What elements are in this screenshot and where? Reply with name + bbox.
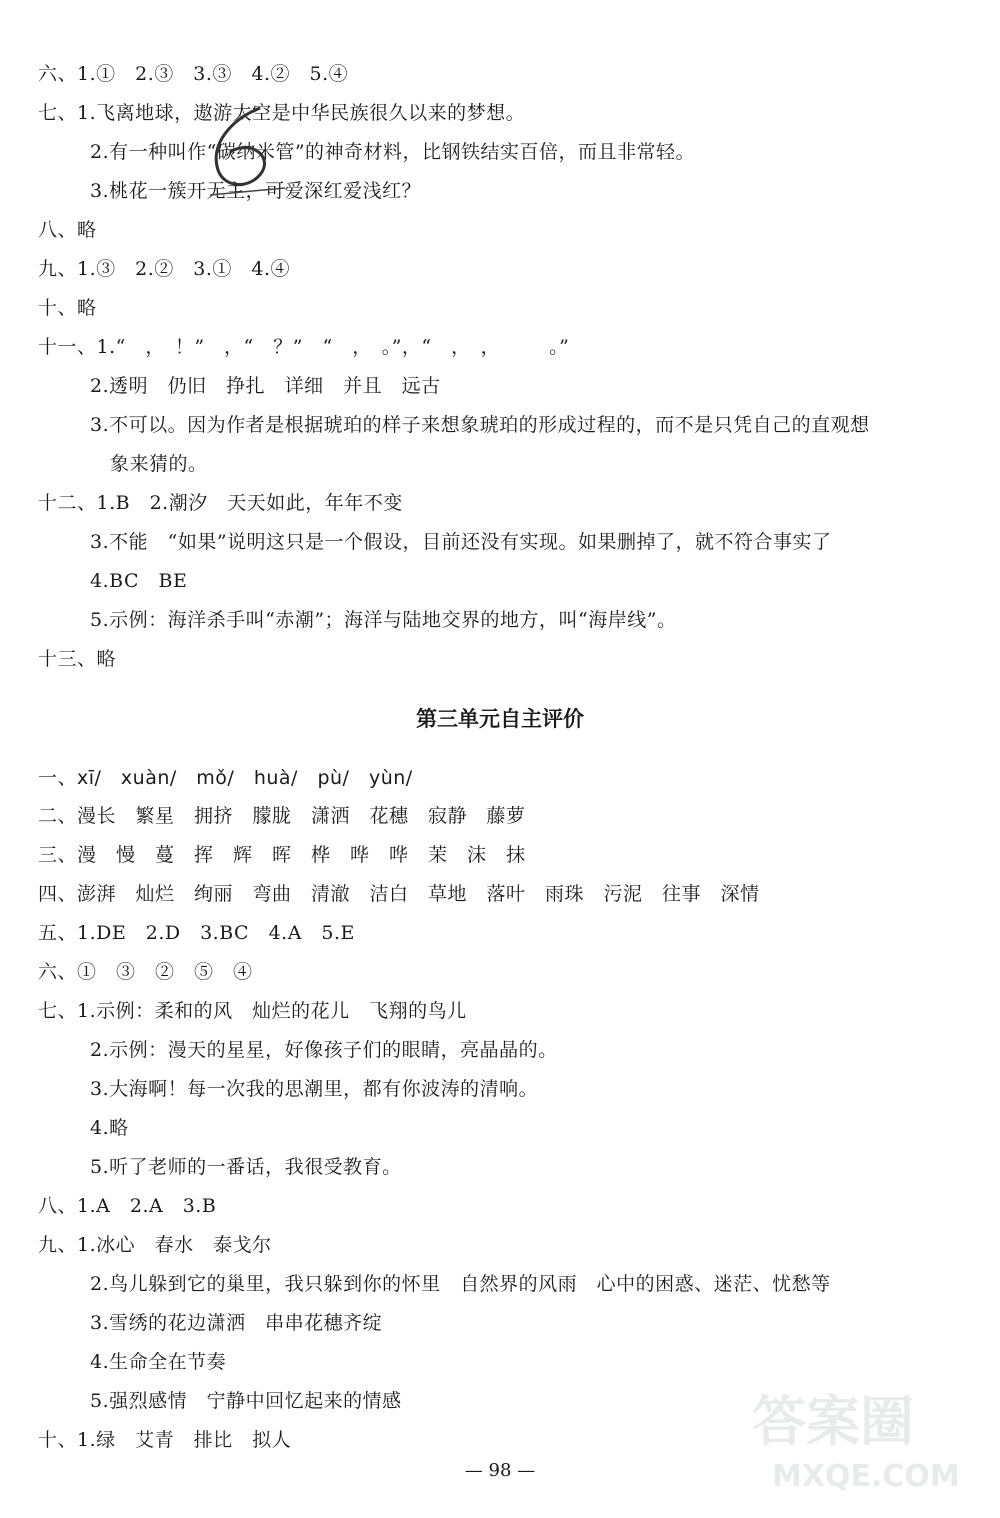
answer-line: 八、1.A 2.A 3.B [38,1195,217,1217]
watermark-logo [742,1378,982,1498]
section-title: 第三单元自主评价 [416,707,584,731]
answer-line: 五、1.DE 2.D 3.BC 4.A 5.E [38,922,355,944]
answer-line: 八、略 [38,219,97,241]
answer-line: 十、1.绿 艾青 排比 拟人 [38,1429,292,1451]
answer-line: 十三、略 [38,648,117,670]
answer-line: 3.不能 “如果”说明这只是一个假设，目前还没有实现。如果删掉了，就不符合事实了 [90,531,832,553]
answer-line: 十二、1.B 2.潮汐 天天如此，年年不变 [38,492,403,514]
answer-line: 5.强烈感情 宁静中回忆起来的情感 [90,1390,402,1412]
answer-line: 七、1.示例：柔和的风 灿烂的花儿 飞翔的鸟儿 [38,1000,467,1022]
answer-line: 3.大海啊！每一次我的思潮里，都有你波涛的清响。 [90,1078,539,1100]
answer-line: 七、1.飞离地球，遨游太空是中华民族很久以来的梦想。 [38,102,526,124]
answer-line: 象来猜的。 [110,453,208,475]
page-number: — 98 — [464,1460,536,1481]
answer-line: 5.示例：海洋杀手叫“赤潮”；海洋与陆地交界的地方，叫“海岸线”。 [90,609,677,631]
answer-line: 六、① ③ ② ⑤ ④ [38,961,253,983]
answer-line: 十一、1.“ ， ！” ，“ ？” “ ， 。”，“ ， ， 。” [38,336,570,358]
answer-line: 六、1.① 2.③ 3.③ 4.② 5.④ [38,63,349,85]
answer-line: 二、漫长 繁星 拥挤 朦胧 潇洒 花穗 寂静 藤萝 [38,805,526,827]
answer-line: 四、澎湃 灿烂 绚丽 弯曲 清澈 洁白 草地 落叶 雨珠 污泥 往事 深情 [38,883,760,905]
answer-line: 3.不可以。因为作者是根据琥珀的样子来想象琥珀的形成过程的，而不是只凭自己的直观想 [90,414,870,436]
answer-line: 3.雪绣的花边潇洒 串串花穗齐绽 [90,1312,383,1334]
answer-line: 三、漫 慢 蔓 挥 辉 晖 桦 哗 哗 茉 沫 抹 [38,844,526,866]
answer-line: 4.BC BE [90,570,188,592]
answer-line: 九、1.③ 2.② 3.① 4.④ [38,258,291,280]
watermark-text-bottom: MXQE.COM [772,1459,960,1494]
answer-line: 十、略 [38,297,97,319]
answer-line: 九、1.冰心 春水 泰戈尔 [38,1234,272,1256]
handwritten-scribble-icon [190,100,300,215]
answer-line: 4.略 [90,1117,129,1139]
answer-line: 一、xī/ xuàn/ mǒ/ huà/ pù/ yùn/ [38,767,413,789]
answer-line: 2.示例：漫天的星星，好像孩子们的眼睛，亮晶晶的。 [90,1039,558,1061]
answer-line: 2.有一种叫作“碳纳米管”的神奇材料，比钢铁结实百倍，而且非常轻。 [90,141,696,163]
answer-line: 3.桃花一簇开无主，可爱深红爱浅红？ [90,180,422,202]
answer-line: 4.生命全在节奏 [90,1351,227,1373]
answer-line: 2.鸟儿躲到它的巢里，我只躲到你的怀里 自然界的风雨 心中的困惑、迷茫、忧愁等 [90,1273,831,1295]
answer-line: 2.透明 仍旧 挣扎 详细 并且 远古 [90,375,441,397]
answer-line: 5.听了老师的一番话，我很受教育。 [90,1156,402,1178]
watermark-text-top: 答案圈 [752,1390,914,1453]
